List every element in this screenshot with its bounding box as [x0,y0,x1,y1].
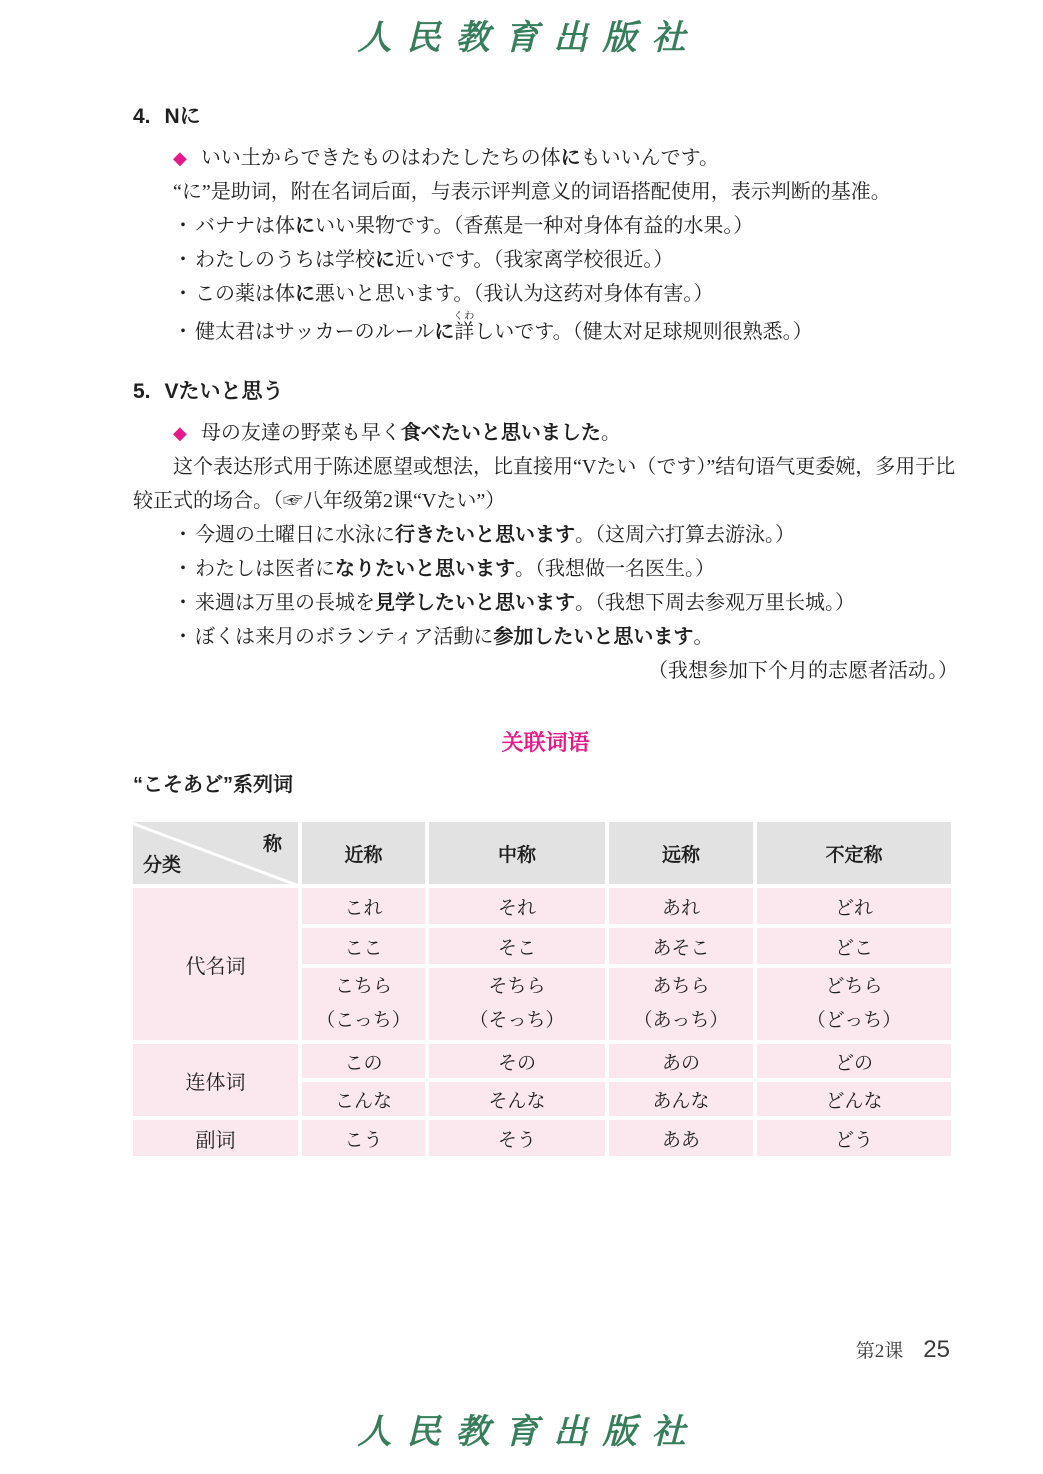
table-corner-cell [133,822,298,884]
explanation-text: “に”是助词，附在名词后面，与表示评判意义的词语搭配使用，表示判断的基准。 [173,181,891,203]
table-cell: その [429,1044,605,1078]
highlighted-phrase: 行きたいと思います [395,524,575,546]
example-sentence [173,552,958,586]
table-cell: この [302,1044,425,1078]
sentence-text: 健太君はサッカーのルール [195,321,435,343]
bullet-dot: ・ [173,524,193,546]
section-4-heading [133,104,958,130]
sentence-text: もいいんです。 [580,147,720,169]
bullet-dot: ・ [173,558,193,580]
sentence-text: 。 [693,626,714,648]
sentence-text: わたしは医者に [195,558,335,580]
table-cell [757,968,951,1040]
sentence-text: ぼくは来月のボランティア活動に [195,626,494,648]
diamond-icon: ◆ [173,148,187,168]
example-sentence [173,518,958,552]
row-group-label-daimeishi: 代名词 [133,888,298,1040]
related-words-section [133,728,958,1156]
lesson-label: 第2课 [855,1341,904,1362]
sentence-text: 。 [600,422,621,444]
section-grammar-5 [133,379,958,688]
cell-line-2: （どっち） [806,1010,902,1031]
example-sentence [173,209,958,243]
table-cell [429,968,605,1040]
sentence-text: この薬は体 [195,283,295,305]
section-title: Nに [164,105,201,128]
section-title: Vたいと思う [164,380,284,403]
sentence-text: 悪いと思います。（我认为这药对身体有害。） [315,283,714,305]
table-cell [302,968,425,1040]
page-footer [856,1336,950,1364]
corner-label-sho: 称 [262,834,282,855]
table-cell: それ [429,888,605,924]
bullet-dot: ・ [173,626,193,648]
column-header-kinsho: 近称 [302,822,425,884]
sentence-text: いい土からできたものはわたしたちの体 [200,147,561,169]
sentence-text: バナナは体 [195,215,295,237]
table-cell: そこ [429,928,605,964]
publisher-logo-top: 人民教育出版社 [357,18,701,58]
table-cell: あれ [609,888,753,924]
table-cell: どう [757,1120,951,1156]
kosoado-table [133,822,951,1156]
column-header-ensho: 远称 [609,822,753,884]
cell-line-2: （こっち） [316,1010,411,1031]
sentence-text: いい果物です。（香蕉是一种对身体有益的水果。） [315,215,754,237]
sentence-text: しいです。（健太对足球规则很熟悉。） [474,321,813,343]
section-number: 4. [133,105,151,128]
highlighted-phrase: 食べたいと思いました [400,422,601,444]
sentence-text: 母の友達の野菜も早く [200,422,401,444]
bullet-dot: ・ [173,321,193,343]
cell-line-1: あちら [652,976,710,997]
ruby-annotation [453,311,476,343]
corner-label-fenlei: 分类 [143,855,182,876]
sentence-text: 今週の土曜日に水泳に [195,524,395,546]
highlighted-particle: に [560,147,581,169]
table-cell: ああ [609,1120,753,1156]
section-5-heading [133,379,958,405]
kosoado-subtitle: “こそあど”系列词 [133,774,293,796]
table-cell: こう [302,1120,425,1156]
table-cell: どんな [757,1082,951,1116]
table-cell: そんな [429,1082,605,1116]
column-header-chusho: 中称 [429,822,605,884]
table-cell [609,968,753,1040]
highlighted-phrase: 参加したいと思います [493,626,694,648]
table-cell: そう [429,1120,605,1156]
example-sentence [173,311,958,349]
trailing-translation: （我想参加下个月的志愿者活动。） [648,660,958,682]
example-sentence [173,277,958,311]
sentence-text: 近いです。（我家离学校很近。） [395,249,674,271]
related-words-title: 关联词语 [501,730,590,755]
highlighted-phrase: なりたいと思います [335,558,515,580]
sentence-text: 。（我想下周去参观万里长城。） [575,592,855,614]
table-cell: ここ [302,928,425,964]
table-cell: あの [609,1044,753,1078]
row-group-label-rentaishi: 连体词 [133,1044,298,1116]
table-cell: これ [302,888,425,924]
row-group-label-fukushi: 副词 [133,1120,298,1156]
sentence-text: 。（我想做一名医生。） [515,558,715,580]
bullet-dot: ・ [173,592,193,614]
cell-line-2: （あっち） [633,1010,729,1031]
highlighted-phrase: 見学したいと思います [375,592,575,614]
table-cell: こんな [302,1082,425,1116]
bullet-dot: ・ [173,249,193,271]
sentence-text: 。（这周六打算去游泳。） [575,524,795,546]
highlighted-particle: に [295,215,315,237]
sentence-text: 来週は万里の長城を [195,592,375,614]
publisher-logo-bottom: 人民教育出版社 [357,1412,701,1452]
table-cell: どれ [757,888,951,924]
example-sentence [173,620,958,654]
bullet-dot: ・ [173,283,193,305]
table-cell: どこ [757,928,951,964]
section-grammar-4 [133,104,958,349]
highlighted-particle: に [375,249,395,271]
page-number: 25 [923,1336,950,1363]
diamond-icon: ◆ [173,423,187,443]
section-number: 5. [133,380,151,403]
table-cell: あんな [609,1082,753,1116]
ruby-reading: くわ [453,311,476,322]
page-content [133,104,958,1156]
table-cell: あそこ [609,928,753,964]
model-sentence [173,416,958,450]
highlighted-particle: に [295,283,315,305]
bullet-dot: ・ [173,215,193,237]
sentence-text: わたしのうちは学校 [195,249,375,271]
table-cell: どの [757,1044,951,1078]
cell-line-2: （そっち） [469,1010,565,1031]
cell-line-1: どちら [825,976,883,997]
example-sentence [173,243,958,277]
ruby-base: 詳 [453,321,476,343]
column-header-futeisho: 不定称 [757,822,951,884]
explanation-text: 这个表达形式用于陈述愿望或想法，比直接用“Vたい（です）”结句语气更委婉，多用于比较正式的场合。（☞八年级第2课“Vたい”） [133,456,956,512]
cell-line-1: そちら [488,976,546,997]
cell-line-1: こちら [334,976,392,997]
model-sentence [173,141,958,175]
example-sentence [173,586,958,620]
highlighted-particle: に [434,321,455,343]
